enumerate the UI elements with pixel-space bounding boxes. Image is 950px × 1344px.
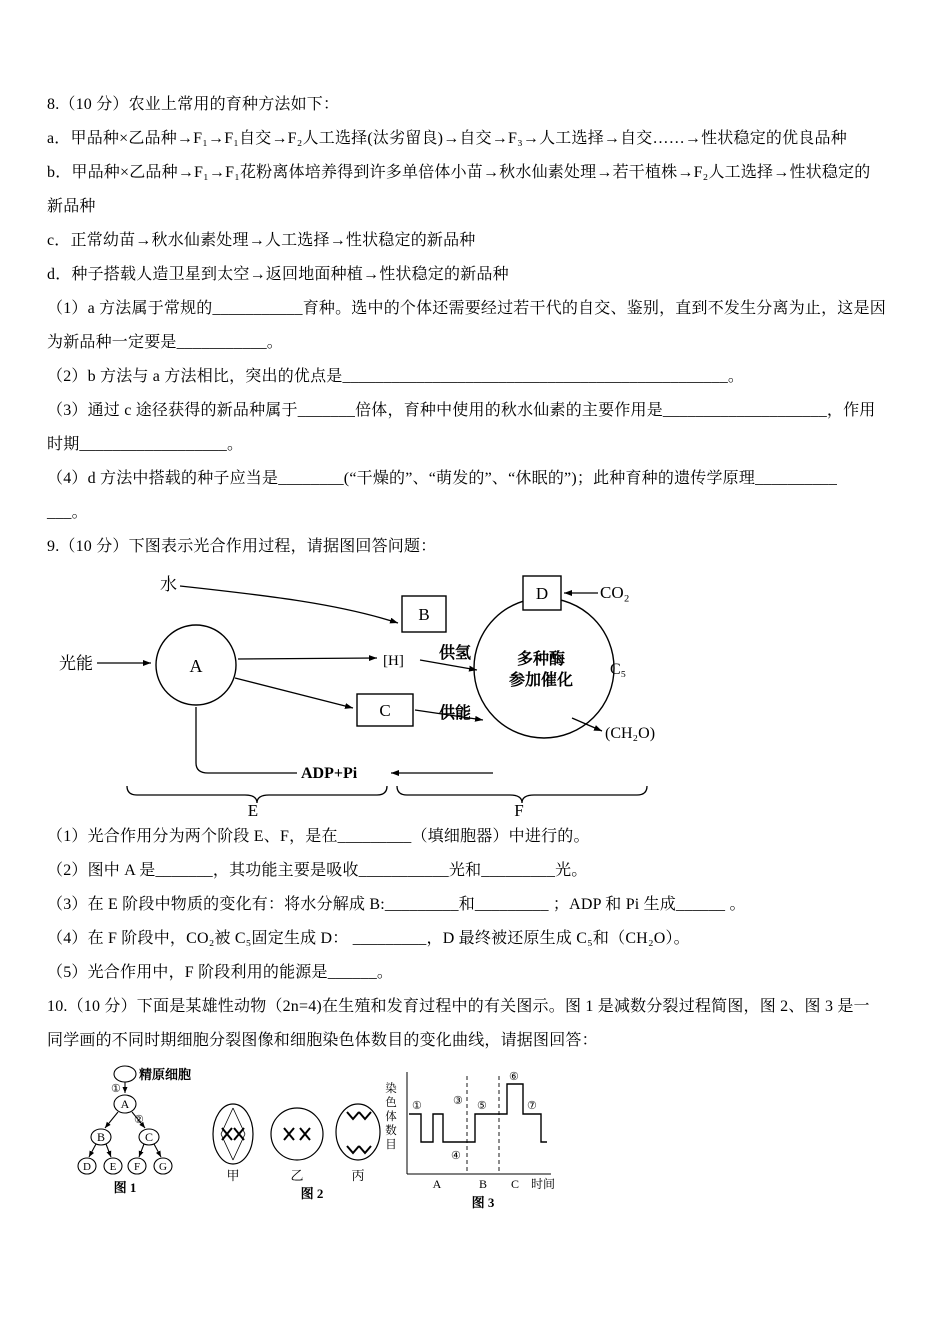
arrow-water-to-b bbox=[180, 586, 398, 623]
fig1-node-b: B bbox=[96, 1130, 106, 1144]
label-supply-hydrogen: 供氢 bbox=[439, 645, 472, 662]
fig3-mark-6: ⑥ bbox=[509, 1071, 519, 1083]
label-light-energy: 光能 bbox=[59, 654, 93, 673]
label-enzymes-line2: 参加催化 bbox=[508, 672, 574, 689]
figure3-chromosome-chart bbox=[385, 1071, 555, 1210]
arrow-cycle-to-ch2o bbox=[572, 718, 602, 731]
fig1-node-c: C bbox=[144, 1130, 154, 1144]
q8-sub4-line2: ___。 bbox=[47, 504, 88, 521]
fig2-cell-yi bbox=[271, 1108, 323, 1160]
fig1-nodes bbox=[78, 1066, 172, 1174]
q9-sub3: （3）在 E 阶段中物质的变化有：将水分解成 B:_________和_________ ；ADP 和 Pi 生成______ 。 bbox=[47, 896, 746, 913]
arrow-a-to-c bbox=[235, 678, 353, 708]
calvin-cycle-circle bbox=[474, 598, 614, 738]
fig3-step-curve bbox=[409, 1084, 547, 1142]
q8-method-b-line1: b．甲品种×乙品种→F₁→F₁花粉离体培养得到许多单倍体小苗→秋水仙素处理→若干植株→F₂人工选择→性状稳定的 bbox=[47, 164, 871, 181]
fig3-dashed-lines bbox=[467, 1076, 499, 1174]
fig1-node-f: F bbox=[133, 1161, 141, 1173]
label-b: B bbox=[418, 605, 430, 624]
figure2-cell-drawings bbox=[213, 1104, 380, 1201]
fig1-mark-1: ① bbox=[111, 1083, 121, 1095]
fig2-label-jia: 甲 bbox=[226, 1168, 240, 1183]
photosynthesis-diagram bbox=[57, 568, 687, 820]
q9-sub5: （5）光合作用中，F 阶段利用的能源是______。 bbox=[47, 964, 394, 981]
fig2-caption: 图 2 bbox=[300, 1186, 324, 1201]
q8-sub4-line1: （4）d 方法中搭载的种子应当是________(“干燥的”、“萌发的”、“休眠的”)；此种育种的遗传学原理__________ bbox=[47, 470, 838, 487]
label-adp-pi: ADP+Pi bbox=[301, 765, 358, 782]
q8-sub1-line1: （1）a 方法属于常规的___________育种。选中的个体还需要经过若干代的自交、鉴别，直到不发生分离为止，这是因 bbox=[47, 300, 886, 317]
fig3-ylabel-char3: 体 bbox=[385, 1111, 397, 1123]
fig1-node-g: G bbox=[159, 1161, 167, 1173]
label-stage-e: E bbox=[247, 801, 259, 820]
q10-header-line1: 10.（10 分）下面是某雄性动物（2n=4)在生殖和发育过程中的有关图示。图 1 是减数分裂过程简图，图 2、图 3 是一 bbox=[47, 998, 870, 1015]
fig2-cell-bing bbox=[336, 1104, 380, 1160]
label-enzymes-line1: 多种酶 bbox=[516, 651, 566, 668]
q8-header: 8.（10 分）农业上常用的育种方法如下： bbox=[47, 96, 340, 113]
fig3-mark-4: ④ bbox=[451, 1150, 461, 1162]
fig1-node-e: E bbox=[109, 1161, 117, 1173]
figure1-lineage-tree bbox=[78, 1066, 191, 1195]
fig3-ylabel-char2: 色 bbox=[385, 1097, 397, 1109]
fig3-ylabel-char1: 染 bbox=[385, 1083, 397, 1095]
meiosis-figures bbox=[75, 1062, 567, 1212]
q9-sub2: （2）图中 A 是_______，其功能主要是吸收___________光和_________光。 bbox=[47, 862, 588, 879]
fig3-xlabel-a: A bbox=[432, 1177, 442, 1191]
q9-sub4: （4）在 F 阶段中，CO₂被 C₅固定生成 D： _________，D 最终被还原生成 C₅和（CH₂O）。 bbox=[47, 930, 690, 947]
stage-braces bbox=[127, 786, 647, 803]
fig1-node-d: D bbox=[83, 1161, 91, 1173]
q10-header-line2: 同学画的不同时期细胞分裂图像和细胞染色体数目的变化曲线，请据图回答： bbox=[47, 1032, 598, 1049]
q8-method-b-line2: 新品种 bbox=[47, 198, 96, 215]
fig2-label-yi: 乙 bbox=[290, 1168, 304, 1183]
fig3-xlabel-time: 时间 bbox=[531, 1177, 556, 1191]
q8-sub3-line2: 时期__________________。 bbox=[47, 436, 244, 453]
fig1-edges bbox=[89, 1082, 161, 1157]
fig3-mark-5: ⑤ bbox=[477, 1100, 487, 1112]
label-stage-f: F bbox=[514, 801, 524, 820]
label-water: 水 bbox=[160, 575, 177, 594]
q8-method-a: a．甲品种×乙品种→F₁→F₁自交→F₂人工选择(汰劣留良)→自交→F₃→人工选择→自交……→性状稳定的优良品种 bbox=[47, 130, 847, 147]
label-co2: CO₂ bbox=[600, 583, 630, 602]
fig3-mark-3: ③ bbox=[453, 1095, 463, 1107]
fig1-mark-2: ② bbox=[134, 1114, 144, 1126]
arrow-a-to-h bbox=[238, 658, 377, 659]
label-ch2o: (CH₂O) bbox=[605, 725, 656, 742]
fig3-caption: 图 3 bbox=[471, 1195, 495, 1210]
q9-sub1: （1）光合作用分为两个阶段 E、F，是在_________（填细胞器）中进行的。 bbox=[47, 828, 590, 845]
q8-method-d: d．种子搭载人造卫星到太空→返回地面种植→性状稳定的新品种 bbox=[47, 266, 509, 283]
fig3-mark-1: ① bbox=[412, 1100, 422, 1112]
connector-a-to-adp bbox=[196, 707, 297, 773]
label-d: D bbox=[535, 584, 549, 603]
fig3-xlabel-b: B bbox=[478, 1177, 488, 1191]
fig3-ylabel-char5: 目 bbox=[385, 1139, 397, 1151]
fig3-mark-7: ⑦ bbox=[527, 1100, 537, 1112]
label-a: A bbox=[189, 656, 203, 676]
label-supply-energy: 供能 bbox=[439, 705, 472, 722]
q8-sub2: （2）b 方法与 a 方法相比，突出的优点是_______________________________________________。 bbox=[47, 368, 745, 385]
q9-header: 9.（10 分）下图表示光合作用过程，请据图回答问题： bbox=[47, 538, 437, 555]
label-c: C bbox=[379, 701, 391, 720]
q8-sub1-line2: 为新品种一定要是___________。 bbox=[47, 334, 284, 351]
fig3-axes bbox=[407, 1072, 551, 1174]
fig2-cell-jia bbox=[213, 1104, 253, 1164]
q8-method-c: c．正常幼苗→秋水仙素处理→人工选择→性状稳定的新品种 bbox=[47, 232, 476, 249]
label-c5: C₅ bbox=[610, 661, 627, 678]
fig3-xlabel-c: C bbox=[510, 1177, 520, 1191]
label-h: [H] bbox=[383, 653, 404, 669]
fig3-ylabel-char4: 数 bbox=[385, 1125, 397, 1137]
fig1-caption: 图 1 bbox=[113, 1180, 137, 1195]
fig2-label-bing: 丙 bbox=[351, 1168, 365, 1183]
fig1-spermatogonium-label: 精原细胞 bbox=[139, 1067, 192, 1082]
q8-sub3-line1: （3）通过 c 途径获得的新品种属于_______倍体，育种中使用的秋水仙素的主要作用是____________________，作用 bbox=[47, 402, 876, 419]
fig1-node-a: A bbox=[120, 1097, 130, 1111]
